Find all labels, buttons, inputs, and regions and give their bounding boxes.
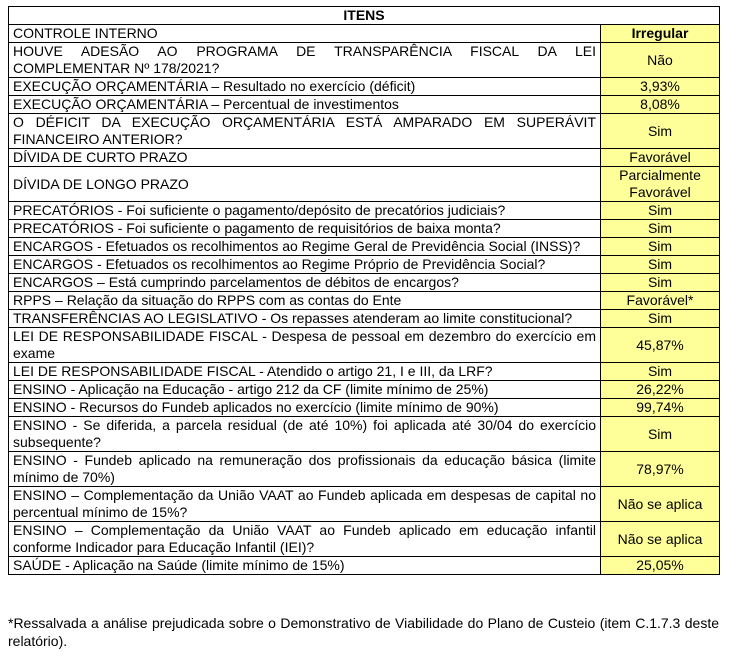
- table-row: [9, 220, 720, 238]
- item-label: EXECUÇÃO ORÇAMENTÁRIA – Percentual de investimentos: [9, 96, 601, 114]
- item-label: SAÚDE - Aplicação na Saúde (limite mínimo de 15%): [9, 557, 601, 575]
- item-label: PRECATÓRIOS - Foi suficiente o pagamento de requisitórios de baixa monta?: [9, 220, 601, 238]
- table-row: [9, 114, 720, 149]
- item-value: 3,93%: [601, 78, 720, 96]
- item-value: 25,05%: [601, 557, 720, 575]
- item-value: Favorável: [601, 149, 720, 167]
- table-row: [9, 256, 720, 274]
- item-value: Sim: [601, 114, 720, 149]
- header-row: [9, 25, 720, 43]
- item-value: Parcialmente Favorável: [601, 167, 720, 202]
- header-label: CONTROLE INTERNO: [9, 25, 601, 43]
- table-row: [9, 238, 720, 256]
- table-row: [9, 452, 720, 487]
- item-label: ENCARGOS – Está cumprindo parcelamentos de débitos de encargos?: [9, 274, 601, 292]
- item-label: HOUVE ADESÃO AO PROGRAMA DE TRANSPARÊNCIA FISCAL DA LEI COMPLEMENTAR Nº 178/2021?: [9, 43, 601, 78]
- table-row: [9, 399, 720, 417]
- table-row: [9, 292, 720, 310]
- item-label: ENSINO - Fundeb aplicado na remuneração dos profissionais da educação básica (limite mínimo de 70%): [9, 452, 601, 487]
- table-body: [9, 43, 720, 575]
- table-row: [9, 557, 720, 575]
- item-value: 45,87%: [601, 328, 720, 363]
- item-label: LEI DE RESPONSABILIDADE FISCAL - Despesa de pessoal em dezembro do exercício em exame: [9, 328, 601, 363]
- item-label: DÍVIDA DE LONGO PRAZO: [9, 167, 601, 202]
- item-value: 8,08%: [601, 96, 720, 114]
- table-row: [9, 149, 720, 167]
- table-row: [9, 96, 720, 114]
- item-value: Favorável*: [601, 292, 720, 310]
- table-row: [9, 417, 720, 452]
- item-label: RPPS – Relação da situação do RPPS com as contas do Ente: [9, 292, 601, 310]
- item-label: ENSINO – Complementação da União VAAT ao Fundeb aplicada em despesas de capital no percentual mínimo de 15%?: [9, 487, 601, 522]
- item-label: TRANSFERÊNCIAS AO LEGISLATIVO - Os repasses atenderam ao limite constitucional?: [9, 310, 601, 328]
- item-value: 99,74%: [601, 399, 720, 417]
- item-value: Sim: [601, 310, 720, 328]
- table-row: [9, 202, 720, 220]
- table-row: [9, 381, 720, 399]
- table-title: ITENS: [9, 7, 720, 25]
- table-row: [9, 43, 720, 78]
- header-value: Irregular: [601, 25, 720, 43]
- table-row: [9, 78, 720, 96]
- table-row: [9, 328, 720, 363]
- item-value: Sim: [601, 202, 720, 220]
- item-label: EXECUÇÃO ORÇAMENTÁRIA – Resultado no exercício (déficit): [9, 78, 601, 96]
- item-value: Não: [601, 43, 720, 78]
- item-label: DÍVIDA DE CURTO PRAZO: [9, 149, 601, 167]
- item-value: Sim: [601, 256, 720, 274]
- item-label: ENSINO - Aplicação na Educação - artigo 212 da CF (limite mínimo de 25%): [9, 381, 601, 399]
- item-value: Não se aplica: [601, 487, 720, 522]
- item-label: PRECATÓRIOS - Foi suficiente o pagamento/depósito de precatórios judiciais?: [9, 202, 601, 220]
- footnote: *Ressalvada a análise prejudicada sobre o Demonstrativo de Viabilidade do Plano de Custeio (item C.1.7.3 deste relatório).: [8, 615, 719, 649]
- item-value: 26,22%: [601, 381, 720, 399]
- item-label: ENSINO - Recursos do Fundeb aplicados no exercício (limite mínimo de 90%): [9, 399, 601, 417]
- item-label: ENSINO – Complementação da União VAAT ao Fundeb aplicado em educação infantil conforme Indicador para Educação Infantil (IEI)?: [9, 522, 601, 557]
- item-label: ENCARGOS - Efetuados os recolhimentos ao Regime Próprio de Previdência Social?: [9, 256, 601, 274]
- table-row: [9, 310, 720, 328]
- table-row: [9, 167, 720, 202]
- title-row: [9, 7, 720, 25]
- item-label: LEI DE RESPONSABILIDADE FISCAL - Atendido o artigo 21, I e III, da LRF?: [9, 363, 601, 381]
- table-row: [9, 522, 720, 557]
- table-row: [9, 274, 720, 292]
- item-label: ENSINO - Se diferida, a parcela residual (de até 10%) foi aplicada até 30/04 do exercício subsequente?: [9, 417, 601, 452]
- table-row: [9, 487, 720, 522]
- item-value: 78,97%: [601, 452, 720, 487]
- item-label: O DÉFICIT DA EXECUÇÃO ORÇAMENTÁRIA ESTÁ AMPARADO EM SUPERÁVIT FINANCEIRO ANTERIOR?: [9, 114, 601, 149]
- item-value: Sim: [601, 220, 720, 238]
- table-row: [9, 363, 720, 381]
- item-value: Sim: [601, 238, 720, 256]
- item-value: Não se aplica: [601, 522, 720, 557]
- item-value: Sim: [601, 417, 720, 452]
- item-label: ENCARGOS - Efetuados os recolhimentos ao Regime Geral de Previdência Social (INSS)?: [9, 238, 601, 256]
- item-value: Sim: [601, 274, 720, 292]
- item-value: Sim: [601, 363, 720, 381]
- items-table: [8, 6, 720, 575]
